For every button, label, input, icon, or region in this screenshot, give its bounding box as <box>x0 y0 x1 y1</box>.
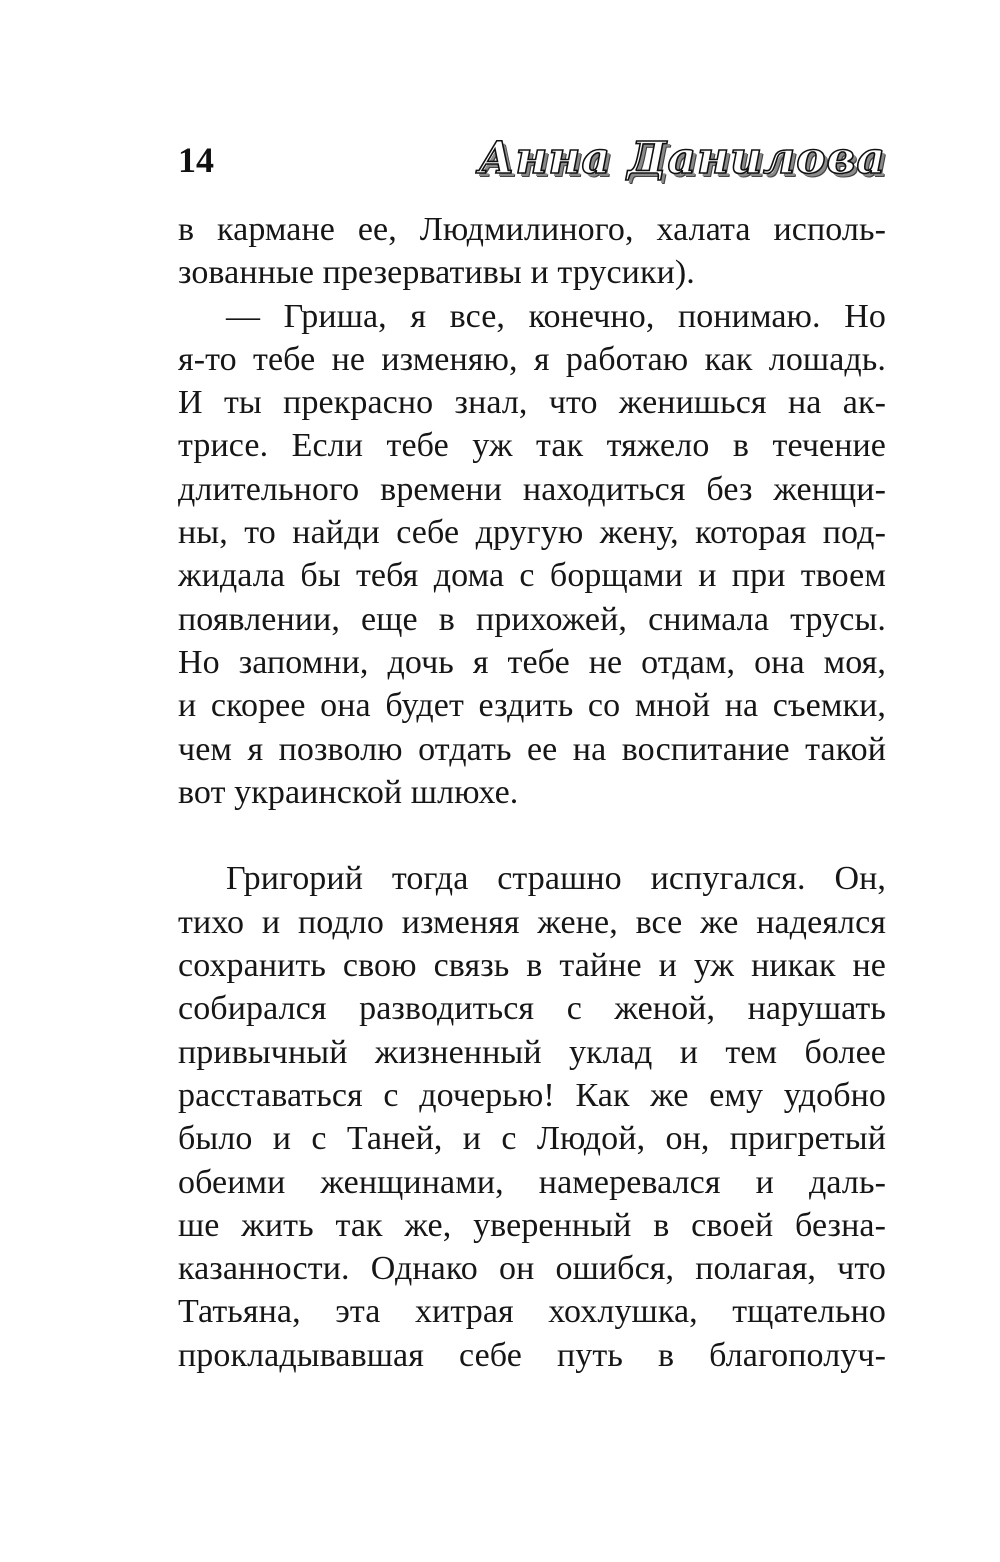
text-line: зованные презервативы и трусики). <box>178 254 695 292</box>
text-line: казанности. Однако он ошибся, полагая, что <box>178 1250 886 1288</box>
text-line: жидала бы тебя дома с борщами и при твоем <box>178 557 886 595</box>
text-line: сохранить свою связь в тайне и уж никак не <box>178 947 886 985</box>
text-line: я-то тебе не изменяю, я работаю как лошадь. <box>178 340 886 378</box>
text-line: тихо и подло изменяя жене, все же надеялся <box>178 903 886 941</box>
body-text <box>178 208 886 1377</box>
text-line: собирался разводиться с женой, нарушать <box>178 990 886 1028</box>
text-line: ше жить так же, уверенный в своей безна- <box>178 1206 886 1244</box>
author-name: Анна Данилова <box>478 133 886 184</box>
section-break <box>178 814 886 857</box>
text-line: — Гриша, я все, конечно, понимаю. Но <box>226 297 886 335</box>
text-line: трисе. Если тебе уж так тяжело в течение <box>178 427 886 465</box>
text-line: Григорий тогда страшно испугался. Он, <box>226 860 886 898</box>
text-line: чем я позволю отдать ее на воспитание такой <box>178 730 886 768</box>
text-line: обеими женщинами, намеревался и даль- <box>178 1163 886 1201</box>
text-line: И ты прекрасно знал, что женишься на ак- <box>178 384 886 422</box>
text-line: Татьяна, эта хитрая хохлушка, тщательно <box>178 1293 886 1331</box>
text-line: прокладывавшая себе путь в благополуч- <box>178 1336 886 1374</box>
text-line: Но запомни, дочь я тебе не отдам, она моя, <box>178 643 886 681</box>
text-line: вот украинской шлюхе. <box>178 773 519 811</box>
text-line: расставаться с дочерью! Как же ему удобно <box>178 1076 886 1114</box>
text-line: ны, то найди себе другую жену, которая под- <box>178 514 886 552</box>
text-line: было и с Таней, и с Людой, он, пригретый <box>178 1120 886 1158</box>
running-head <box>178 128 886 198</box>
text-line: длительного времени находиться без женщи- <box>178 470 886 508</box>
text-line: и скорее она будет ездить со мной на съемки, <box>178 687 886 725</box>
page-number: 14 <box>178 140 214 180</box>
text-line: в кармане ее, Людмилиного, халата исполь- <box>178 211 886 248</box>
text-line: привычный жизненный уклад и тем более <box>178 1033 886 1071</box>
text-line: появлении, еще в прихожей, снимала трусы. <box>178 600 886 638</box>
